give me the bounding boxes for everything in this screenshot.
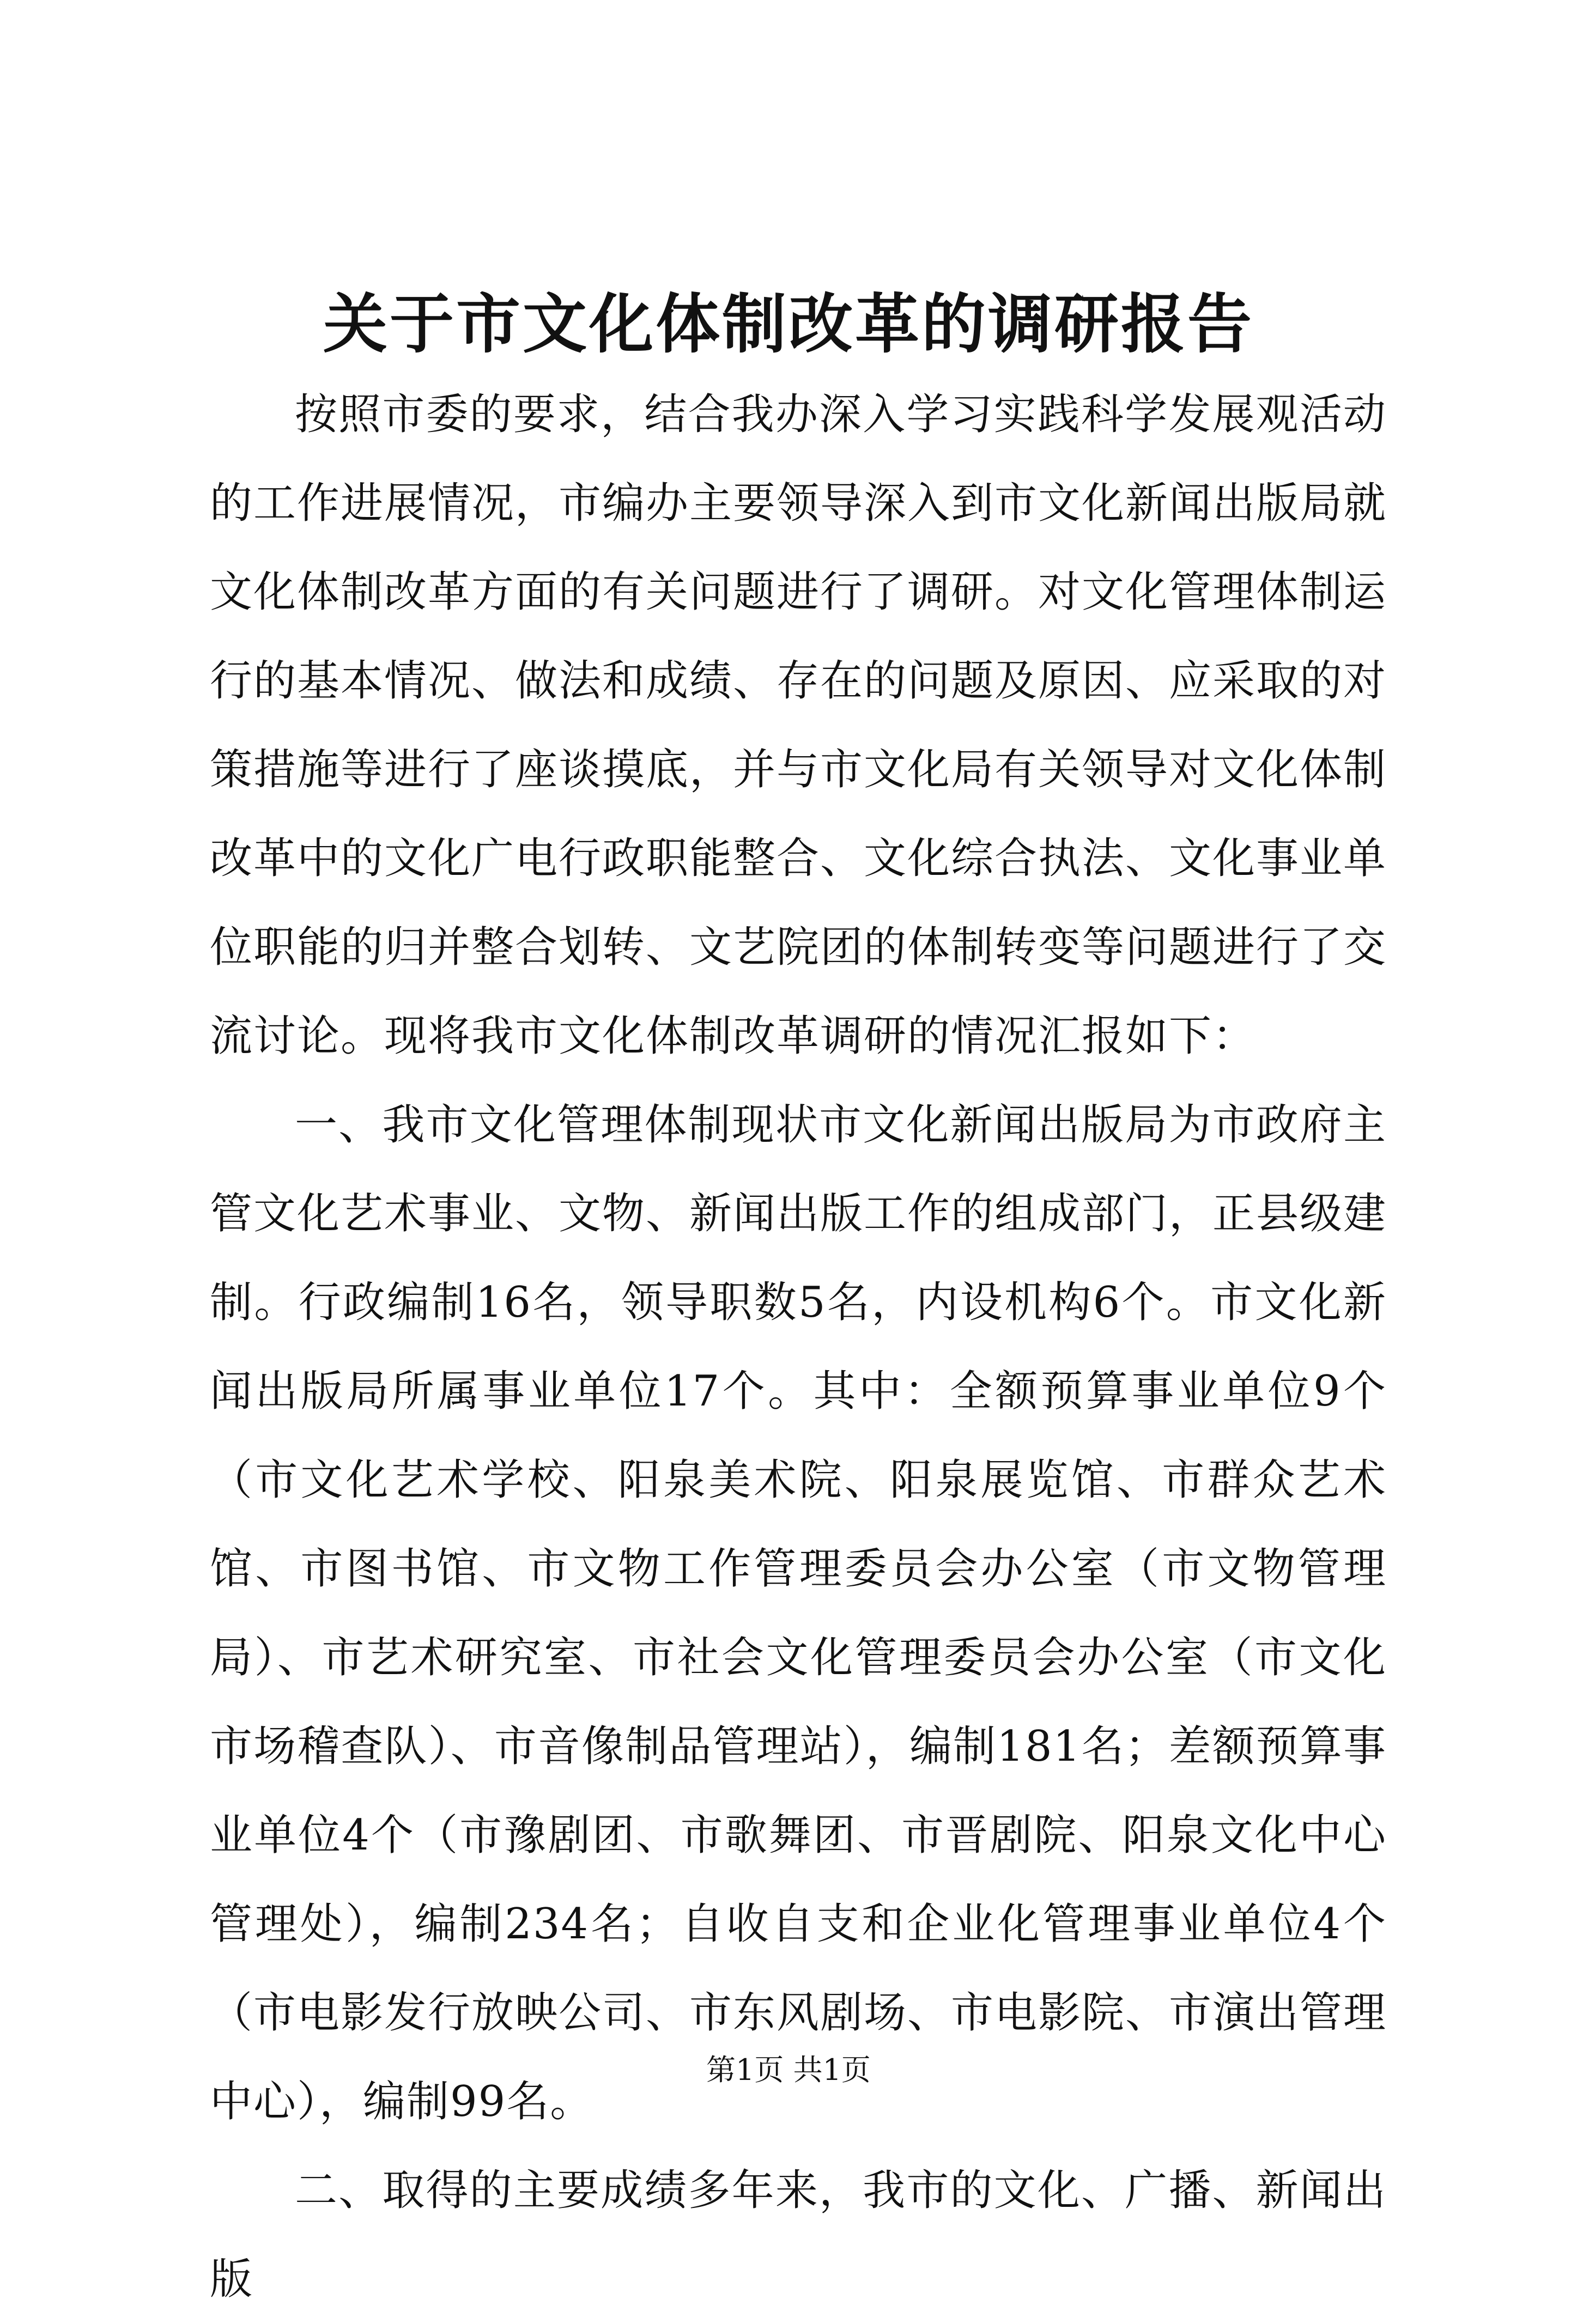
document-title: 关于市文化体制改革的调研报告	[323, 286, 1254, 362]
document-body	[210, 370, 1387, 2324]
section-two-paragraph: 二、取得的主要成绩多年来，我市的文化、广播、新闻出版	[210, 2166, 1387, 2304]
intro-paragraph: 按照市委的要求，结合我办深入学习实践科学发展观活动的工作进展情况，市编办主要领导深入到市文化新闻出版局就文化体制改革方面的有关问题进行了调研。对文化管理体制运行的基本情况、做法和成绩、存在的问题及原因、应采取的对策措施等进行了座谈摸底，并与市文化局有关领导对文化体制改革中的文化广电行政职能整合、文化综合执法、文化事业单位职能的归并整合划转、文艺院团的体制转变等问题进行了交流讨论。现将我市文化体制改革调研的情况汇报如下：	[210, 390, 1387, 1061]
section-one-paragraph: 一、我市文化管理体制现状市文化新闻出版局为市政府主管文化艺术事业、文物、新闻出版工作的组成部门，正县级建制。行政编制16名，领导职数5名，内设机构6个。市文化新闻出版局所属事业单位17个。其中：全额预算事业单位9个（市文化艺术学校、阳泉美术院、阳泉展览馆、市群众艺术馆、市图书馆、市文物工作管理委员会办公室（市文物管理局）、市艺术研究室、市社会文化管理委员会办公室（市文化市场稽查队）、市音像制品管理站），编制181名；差额预算事业单位4个（市豫剧团、市歌舞团、市晋剧院、阳泉文化中心管理处），编制234名；自收自支和企业化管理事业单位4个（市电影发行放映公司、市东风剧场、市电影院、市演出管理中心），编制99名。	[210, 1100, 1387, 2126]
page-footer: 第1页 共1页	[706, 2053, 871, 2087]
